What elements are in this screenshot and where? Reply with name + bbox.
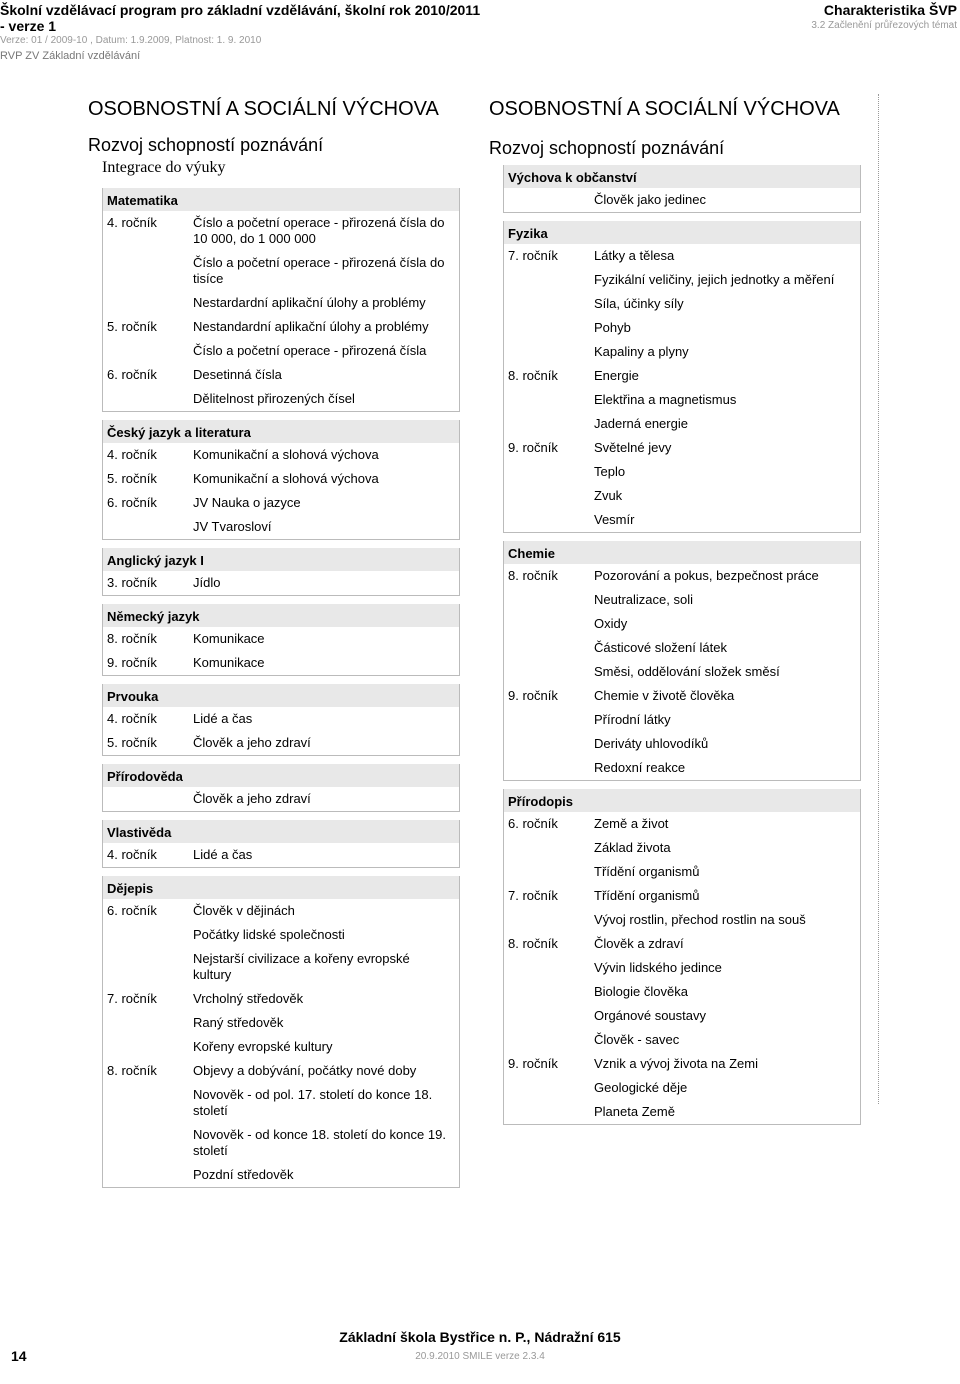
topic-label: Planeta Země: [594, 1104, 675, 1119]
topic-row: [103, 1083, 459, 1123]
topic-label: Pozorování a pokus, bezpečnost práce: [594, 568, 819, 583]
grade-label: 9. ročník: [107, 655, 157, 670]
grade-label: [508, 864, 594, 880]
grade-label: [107, 1167, 193, 1183]
topic-label: Neutralizace, soli: [594, 592, 693, 607]
grade-label: 8. ročník: [107, 1063, 157, 1078]
topic-row: [103, 947, 459, 987]
topic-label: Číslo a početní operace - přirozená čísla: [193, 343, 427, 358]
topic-label: Člověk - savec: [594, 1032, 680, 1047]
chapter-header: [811, 2, 957, 32]
topic-row: [504, 244, 860, 268]
topic-row: [103, 491, 459, 515]
topic-row: [504, 436, 860, 460]
grade-label: [508, 512, 594, 528]
topic-label: Člověk a jeho zdraví: [193, 735, 311, 750]
topic-row: [504, 1076, 860, 1100]
topic-row: [103, 627, 459, 651]
topic-row: [504, 188, 860, 212]
topic-row: [504, 1052, 860, 1076]
subject-group: [102, 188, 460, 412]
grade-label: 4. ročník: [107, 711, 157, 726]
topic-label: Elektřina a magnetismus: [594, 392, 737, 407]
grade-label: 6. ročník: [107, 495, 157, 510]
grade-label: 5. ročník: [107, 735, 157, 750]
subject-group: [503, 165, 861, 213]
topic-label: Geologické děje: [594, 1080, 688, 1095]
grade-label: [508, 392, 594, 408]
subject-name: Chemie: [504, 541, 860, 564]
topic-label: Desetinná čísla: [193, 367, 282, 382]
topic-row: [103, 363, 459, 387]
topic-row: [504, 460, 860, 484]
topic-label: Novověk - od pol. 17. století do konce 18. století: [193, 1087, 433, 1118]
grade-label: [508, 1008, 594, 1024]
grade-label: [508, 760, 594, 776]
topic-row: [504, 364, 860, 388]
topic-row: [103, 571, 459, 595]
subject-group: [102, 604, 460, 676]
topic-label: Jaderná energie: [594, 416, 688, 431]
topic-row: [504, 292, 860, 316]
grade-label: 4. ročník: [107, 215, 157, 230]
topic-row: [504, 756, 860, 780]
grade-label: 9. ročník: [508, 440, 558, 455]
topic-row: [103, 1123, 459, 1163]
integration-label: Integrace do výuky: [102, 159, 226, 176]
topic-label: Základ života: [594, 840, 671, 855]
generator-info: 20.9.2010 SMILE verze 2.3.4: [415, 1351, 545, 1362]
topic-row: [103, 843, 459, 867]
right-column: [489, 96, 879, 1125]
topic-label: Jídlo: [193, 575, 221, 590]
subject-group: [102, 764, 460, 812]
topic-label: Přírodní látky: [594, 712, 671, 727]
topic-label: Síla, účinky síly: [594, 296, 684, 311]
topic-row: [103, 515, 459, 539]
grade-label: [107, 927, 193, 943]
grade-label: 8. ročník: [508, 936, 558, 951]
topic-row: [103, 787, 459, 811]
grade-label: 9. ročník: [508, 1056, 558, 1071]
grade-label: [107, 255, 193, 287]
topic-label: Objevy a dobývání, počátky nové doby: [193, 1063, 417, 1078]
topic-label: Pozdní středověk: [193, 1167, 294, 1182]
right-section-title: OSOBNOSTNÍ A SOCIÁLNÍ VÝCHOVA: [489, 98, 840, 120]
grade-label: [508, 344, 594, 360]
topic-row: [103, 211, 459, 251]
topic-row: [103, 443, 459, 467]
grade-label: [107, 391, 193, 407]
grade-label: [107, 951, 193, 983]
page-number: 14: [11, 1348, 27, 1364]
topic-row: [103, 923, 459, 947]
topic-label: Člověk v dějinách: [193, 903, 295, 918]
grade-label: 9. ročník: [508, 688, 558, 703]
topic-label: JV Nauka o jazyce: [193, 495, 301, 510]
topic-label: Člověk a zdraví: [594, 936, 684, 951]
grade-label: 6. ročník: [107, 367, 157, 382]
grade-label: [508, 1080, 594, 1096]
topic-label: Směsi, oddělování složek směsí: [594, 664, 780, 679]
subject-group: [102, 876, 460, 1188]
topic-label: Částicové složení látek: [594, 640, 727, 655]
topic-row: [504, 340, 860, 364]
grade-label: [508, 616, 594, 632]
topic-row: [504, 612, 860, 636]
topic-row: [103, 899, 459, 923]
topic-label: Raný středověk: [193, 1015, 284, 1030]
topic-row: [504, 684, 860, 708]
topic-label: Látky a tělesa: [594, 248, 675, 263]
grade-label: [508, 840, 594, 856]
right-subtitle: Rozvoj schopností poznávání: [489, 138, 725, 158]
left-column: [88, 96, 462, 1188]
topic-row: [504, 388, 860, 412]
topic-label: Nejstarší civilizace a kořeny evropské kultury: [193, 951, 410, 982]
topic-label: Člověk a jeho zdraví: [193, 791, 311, 806]
topic-row: [103, 651, 459, 675]
topic-label: Země a život: [594, 816, 669, 831]
topic-label: Biologie člověka: [594, 984, 688, 999]
topic-label: Číslo a početní operace - přirozená čísla do tisíce: [193, 255, 445, 286]
topic-label: Lidé a čas: [193, 711, 253, 726]
grade-label: [107, 295, 193, 311]
grade-label: [508, 592, 594, 608]
topic-row: [103, 291, 459, 315]
topic-label: Číslo a početní operace - přirozená čísla do 10 000, do 1 000 000: [193, 215, 445, 246]
grade-label: [508, 640, 594, 656]
topic-label: Vrcholný středověk: [193, 991, 304, 1006]
grade-label: [508, 192, 594, 208]
grade-label: 8. ročník: [107, 631, 157, 646]
grade-label: [508, 1104, 594, 1120]
subject-name: Dějepis: [103, 876, 459, 899]
topic-row: [103, 467, 459, 491]
grade-label: 8. ročník: [508, 368, 558, 383]
topic-label: Deriváty uhlovodíků: [594, 736, 709, 751]
grade-label: 5. ročník: [107, 319, 157, 334]
chapter-title: Charakteristika ŠVP: [823, 2, 957, 18]
topic-row: [504, 564, 860, 588]
topic-label: Vznik a vývoj života na Zemi: [594, 1056, 759, 1071]
rvp-label: RVP ZV Základní vzdělávání: [0, 50, 141, 62]
grade-label: [107, 343, 193, 359]
grade-label: [508, 912, 594, 928]
topic-label: Energie: [594, 368, 639, 383]
topic-label: Teplo: [594, 464, 626, 479]
right-subject-groups: [489, 165, 879, 1125]
subject-name: Matematika: [103, 188, 459, 211]
subject-group: [102, 548, 460, 596]
grade-label: 7. ročník: [107, 991, 157, 1006]
topic-row: [504, 660, 860, 684]
subject-group: [503, 221, 861, 533]
topic-row: [103, 731, 459, 755]
subject-name: Přírodopis: [504, 789, 860, 812]
version-info: Verze: 01 / 2009-10 , Datum: 1.9.2009, Platnost: 1. 9. 2010: [0, 35, 262, 46]
topic-label: Komunikace: [193, 655, 265, 670]
grade-label: 4. ročník: [107, 447, 157, 462]
subject-name: Anglický jazyk I: [103, 548, 459, 571]
subject-group: [503, 541, 861, 781]
topic-row: [103, 1059, 459, 1083]
topic-label: Třídění organismů: [594, 888, 700, 903]
topic-row: [103, 315, 459, 339]
topic-row: [504, 1100, 860, 1124]
document-footer: [0, 1329, 960, 1384]
grade-label: 4. ročník: [107, 847, 157, 862]
topic-label: Komunikační a slohová výchova: [193, 471, 379, 486]
grade-label: [508, 712, 594, 728]
topic-label: Orgánové soustavy: [594, 1008, 707, 1023]
topic-row: [504, 1028, 860, 1052]
topic-row: [504, 836, 860, 860]
topic-label: Zvuk: [594, 488, 623, 503]
topic-label: Nestardardní aplikační úlohy a problémy: [193, 295, 426, 310]
grade-label: [508, 960, 594, 976]
topic-row: [504, 588, 860, 612]
grade-label: 6. ročník: [107, 903, 157, 918]
subject-name: Český jazyk a literatura: [103, 420, 459, 443]
topic-label: Vývin lidského jedince: [594, 960, 722, 975]
topic-label: Světelné jevy: [594, 440, 672, 455]
topic-row: [103, 251, 459, 291]
program-title-line1: Školní vzdělávací program pro základní vzdělávání, školní rok 2010/2011: [0, 2, 481, 18]
topic-row: [504, 484, 860, 508]
grade-label: [508, 664, 594, 680]
topic-label: Komunikace: [193, 631, 265, 646]
grade-label: [508, 320, 594, 336]
topic-row: [504, 884, 860, 908]
grade-label: [508, 464, 594, 480]
topic-row: [504, 732, 860, 756]
topic-row: [103, 707, 459, 731]
grade-label: [107, 519, 193, 535]
topic-row: [504, 508, 860, 532]
subject-group: [102, 684, 460, 756]
grade-label: 8. ročník: [508, 568, 558, 583]
topic-row: [103, 387, 459, 411]
topic-label: Oxidy: [594, 616, 628, 631]
topic-label: Komunikační a slohová výchova: [193, 447, 379, 462]
topic-row: [103, 1035, 459, 1059]
left-subtitle: Rozvoj schopností poznávání: [88, 135, 324, 155]
grade-label: [508, 1032, 594, 1048]
subject-name: Německý jazyk: [103, 604, 459, 627]
grade-label: 6. ročník: [508, 816, 558, 831]
grade-label: [107, 1087, 193, 1119]
grade-label: 7. ročník: [508, 888, 558, 903]
subject-group: [102, 420, 460, 540]
topic-row: [504, 932, 860, 956]
program-title: [0, 2, 640, 34]
subject-name: Prvouka: [103, 684, 459, 707]
school-name: Základní škola Bystřice n. P., Nádražní 615: [339, 1329, 621, 1345]
topic-row: [103, 339, 459, 363]
grade-label: 7. ročník: [508, 248, 558, 263]
subject-group: [102, 820, 460, 868]
subject-group: [503, 789, 861, 1125]
topic-row: [103, 987, 459, 1011]
topic-label: Třídění organismů: [594, 864, 700, 879]
topic-row: [504, 1004, 860, 1028]
document-header: [0, 2, 640, 63]
section-title: 3.2 Začlenění průřezových témat: [811, 20, 957, 31]
topic-row: [504, 956, 860, 980]
topic-label: Člověk jako jedinec: [594, 192, 707, 207]
topic-row: [504, 860, 860, 884]
grade-label: [107, 1015, 193, 1031]
topic-row: [504, 636, 860, 660]
topic-row: [504, 980, 860, 1004]
program-title-line2: - verze 1: [0, 18, 57, 34]
topic-label: Pohyb: [594, 320, 631, 335]
topic-label: Nestandardní aplikační úlohy a problémy: [193, 319, 429, 334]
subject-name: Výchova k občanství: [504, 165, 860, 188]
subject-name: Fyzika: [504, 221, 860, 244]
topic-row: [504, 412, 860, 436]
grade-label: [508, 488, 594, 504]
grade-label: [508, 984, 594, 1000]
grade-label: [508, 736, 594, 752]
topic-row: [504, 316, 860, 340]
topic-label: Dělitelnost přirozených čísel: [193, 391, 355, 406]
topic-label: Kapaliny a plyny: [594, 344, 689, 359]
subject-name: Přírodověda: [103, 764, 459, 787]
topic-label: Chemie v životě člověka: [594, 688, 735, 703]
topic-row: [504, 708, 860, 732]
topic-label: Lidé a čas: [193, 847, 253, 862]
grade-label: [508, 296, 594, 312]
grade-label: 5. ročník: [107, 471, 157, 486]
topic-label: JV Tvarosloví: [193, 519, 272, 534]
grade-label: [107, 791, 193, 807]
topic-row: [504, 812, 860, 836]
topic-row: [504, 908, 860, 932]
topic-label: Vesmír: [594, 512, 635, 527]
topic-label: Novověk - od konce 18. století do konce 19. století: [193, 1127, 446, 1158]
topic-label: Vývoj rostlin, přechod rostlin na souš: [594, 912, 806, 927]
grade-label: [107, 1127, 193, 1159]
topic-row: [504, 268, 860, 292]
topic-label: Kořeny evropské kultury: [193, 1039, 333, 1054]
topic-label: Redoxní reakce: [594, 760, 686, 775]
grade-label: [107, 1039, 193, 1055]
left-section-title: OSOBNOSTNÍ A SOCIÁLNÍ VÝCHOVA: [88, 98, 439, 120]
topic-label: Počátky lidské společnosti: [193, 927, 345, 942]
topic-row: [103, 1163, 459, 1187]
grade-label: 3. ročník: [107, 575, 157, 590]
left-subject-groups: [88, 188, 462, 1188]
grade-label: [508, 416, 594, 432]
topic-row: [103, 1011, 459, 1035]
topic-label: Fyzikální veličiny, jejich jednotky a měření: [594, 272, 835, 287]
subject-name: Vlastivěda: [103, 820, 459, 843]
grade-label: [508, 272, 594, 288]
